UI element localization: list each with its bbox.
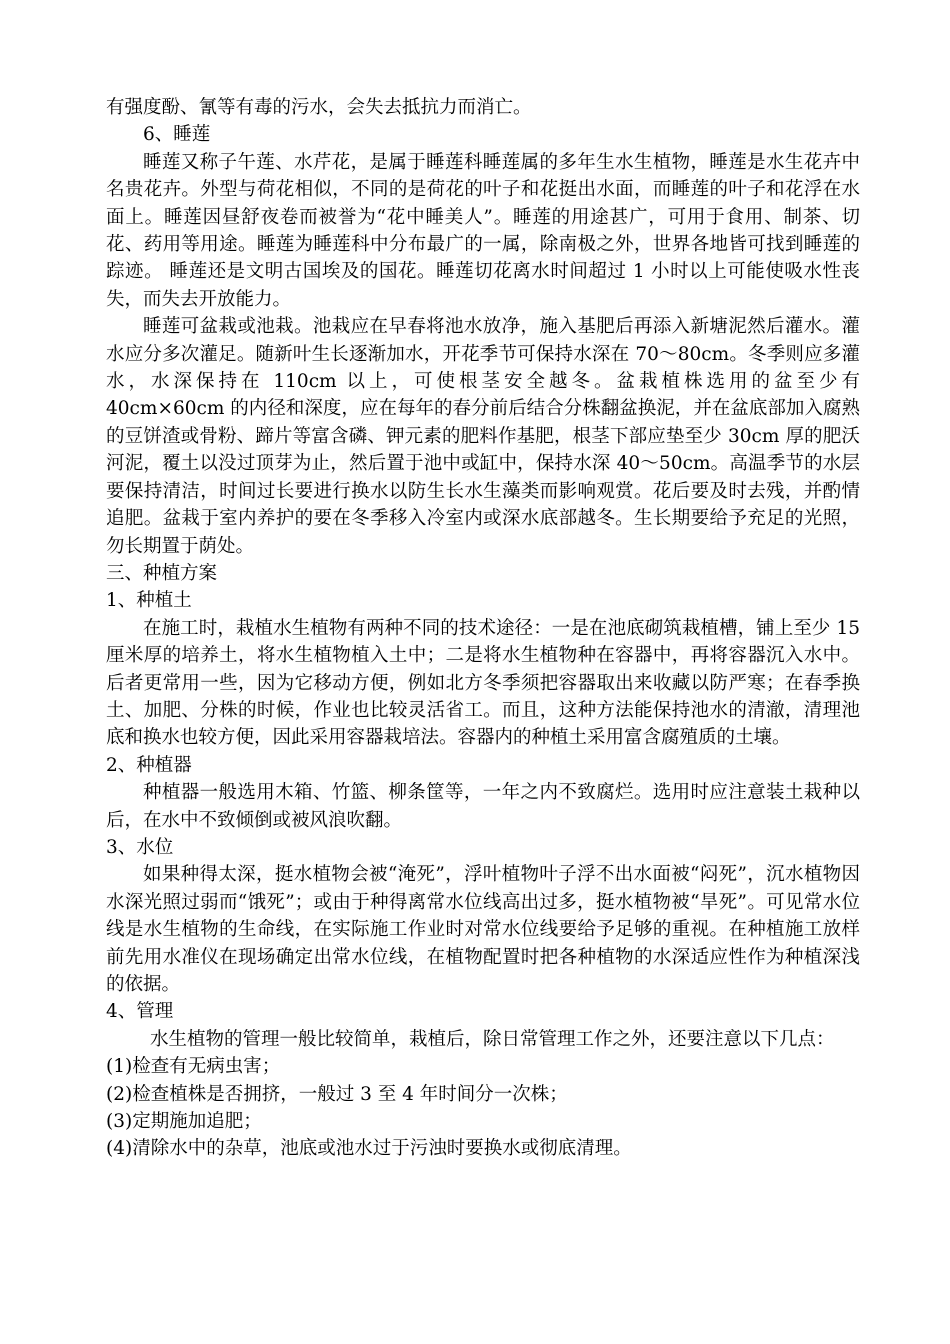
planting-soil-paragraph: 在施工时，栽植水生植物有两种不同的技术途径：一是在池底砌筑栽植槽，铺上至少 15 厘米厚的培养土，将水生植物植入土中；二是将水生植物种在容器中，再将容器沉入水中。后者更常用一些，因为它移动方便，例如北方冬季须把容器取出来收藏以防严寒；在春季换土、加肥、分株的时候，作业也比较灵活省工。而且，这种方法能保持池水的清澈，清理池底和换水也较方便，因此采用容器栽培法。容器内的种植土采用富含腐殖质的土壤。 [106, 617, 860, 749]
heading-planting-plan: 三、种植方案 [106, 562, 218, 584]
heading-water-level: 3、水位 [106, 836, 174, 858]
management-paragraph: 水生植物的管理一般比较简单，栽植后，除日常管理工作之外，还要注意以下几点： [150, 1028, 835, 1050]
list-item: (4)清除水中的杂草，池底或池水过于污浊时要换水或彻底清理。 [106, 1138, 632, 1160]
heading-management: 4、管理 [106, 1001, 174, 1023]
heading-waterlily: 6、睡莲 [143, 124, 211, 146]
heading-planting-container: 2、种植器 [106, 754, 192, 776]
planting-container-paragraph: 种植器一般选用木箱、竹篮、柳条筐等，一年之内不致腐烂。选用时应注意装土栽种以后，在水中不致倾倒或被风浪吹翻。 [106, 782, 860, 831]
intro-paragraph-tail: 有强度酚、氰等有毒的污水，会失去抵抗力而消亡。 [106, 97, 532, 118]
water-level-paragraph: 如果种得太深，挺水植物会被“淹死”，浮叶植物叶子浮不出水面被“闷死”，沉水植物因水深光照过弱而“饿死”；或由于种得离常水位线高出过多，挺水植物被“旱死”。可见常水位线是水生植物的生命线，在实际施工作业时对常水位线要给予足够的重视。在种植施工放样前先用水准仪在现场确定出常水位线，在植物配置时把各种植物的水深适应性作为种植深浅的依据。 [106, 864, 860, 995]
document-page [106, 94, 860, 1163]
waterlily-paragraph-2: 睡莲可盆栽或池栽。池栽应在早春将池水放净，施入基肥后再添入新塘泥然后灌水。灌水应分多次灌足。随新叶生长逐渐加水，开花季节可保持水深在 70～80cm。冬季则应多灌水，水深保持在 110cm 以上，可使根茎安全越冬。盆栽植株选用的盆至少有 40cm×60cm 的内径和深度，应在每年的春分前后结合分株翻盆换泥，并在盆底部加入腐熟的豆饼渣或骨粉、蹄片等富含磷、钾元素的肥料作基肥，根茎下部应垫至少 30cm 厚的肥沃河泥，覆土以没过顶芽为止，然后置于池中或缸中，保持水深 40～50cm。高温季节的水层要保持清洁，时间过长要进行换水以防生长水生藻类而影响观赏。花后要及时去残，并酌情追肥。盆栽于室内养护的要在冬季移入冷室内或深水底部越冬。生长期要给予充足的光照，勿长期置于荫处。 [106, 316, 860, 557]
heading-planting-soil: 1、种植土 [106, 590, 192, 612]
list-item: (3)定期施加追肥； [106, 1111, 262, 1133]
waterlily-paragraph-1: 睡莲又称子午莲、水芹花，是属于睡莲科睡莲属的多年生水生植物，睡莲是水生花卉中名贵花卉。外型与荷花相似，不同的是荷花的叶子和花挺出水面，而睡莲的叶子和花浮在水面上。睡莲因昼舒夜卷而被誉为“花中睡美人”。睡莲的用途甚广，可用于食用、制茶、切花、药用等用途。睡莲为睡莲科中分布最广的一属，除南极之外，世界各地皆可找到睡莲的踪迹。 睡莲还是文明古国埃及的国花。睡莲切花离水时间超过 1 小时以上可能使吸水性丧失，而失去开放能力。 [106, 151, 860, 310]
list-item: (2)检查植株是否拥挤，一般过 3 至 4 年时间分一次株； [106, 1083, 568, 1105]
list-item: (1)检查有无病虫害； [106, 1056, 281, 1078]
